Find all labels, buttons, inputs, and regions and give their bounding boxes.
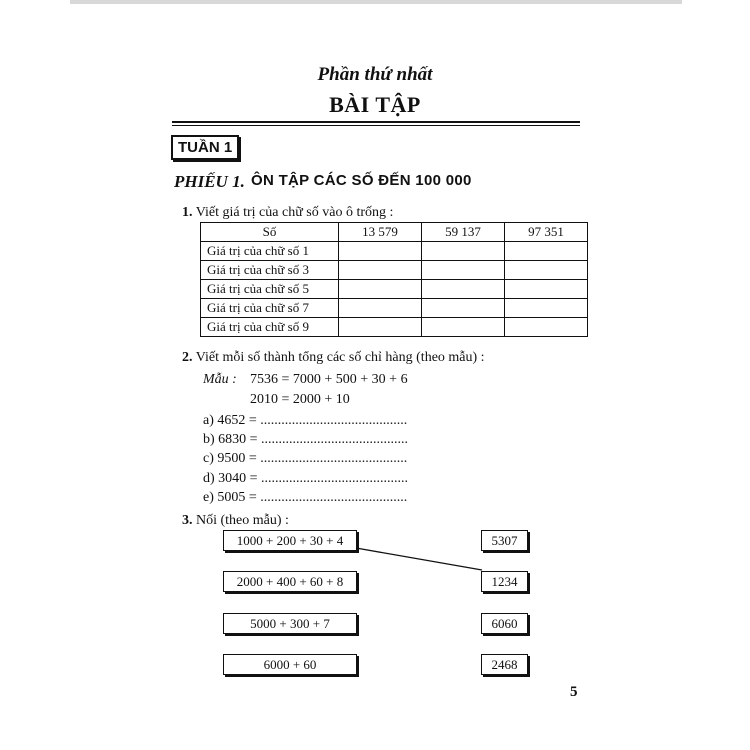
table-header-cell: Số <box>201 223 339 242</box>
sum-box[interactable]: 1000 + 200 + 30 + 4 <box>223 530 357 551</box>
number-box[interactable]: 2468 <box>481 654 528 675</box>
week-label: TUẦN 1 <box>171 135 239 160</box>
fill-in-item[interactable]: c) 9500 = .......................................... <box>203 451 408 466</box>
example-line: 7536 = 7000 + 500 + 30 + 6 <box>250 372 408 387</box>
question-number: 2. <box>182 350 193 365</box>
connector-line <box>356 548 482 570</box>
row-label: Giá trị của chữ số 3 <box>201 261 339 280</box>
row-label: Giá trị của chữ số 7 <box>201 299 339 318</box>
table-header-cell: 13 579 <box>339 223 422 242</box>
row-label: Giá trị của chữ số 9 <box>201 318 339 337</box>
sheet-title: ÔN TẬP CÁC SỐ ĐẾN 100 000 <box>251 172 472 189</box>
part-heading: Phần thứ nhất <box>317 64 433 85</box>
row-label: Giá trị của chữ số 1 <box>201 242 339 261</box>
question-text: Viết giá trị của chữ số vào ô trống : <box>195 205 394 220</box>
question-text: Viết mỗi số thành tổng các số chỉ hàng (theo mẫu) : <box>195 350 485 365</box>
row-label: Giá trị của chữ số 5 <box>201 280 339 299</box>
question-number: 3. <box>182 513 193 528</box>
fill-in-item[interactable]: d) 3040 = .......................................... <box>203 471 409 486</box>
fill-in-item[interactable]: e) 5005 = .......................................... <box>203 490 408 505</box>
question-text: Nối (theo mẫu) : <box>196 513 289 528</box>
table-header-cell: 97 351 <box>505 223 588 242</box>
example-label-text: Mẫu : <box>203 372 237 387</box>
sum-box[interactable]: 6000 + 60 <box>223 654 357 675</box>
sheet-label: PHIẾU 1. <box>174 172 245 191</box>
question-number: 1. <box>182 205 193 220</box>
fill-in-item[interactable]: b) 6830 = .......................................... <box>203 432 409 447</box>
page-number: 5 <box>570 684 578 700</box>
sum-box[interactable]: 5000 + 300 + 7 <box>223 613 357 634</box>
sum-box[interactable]: 2000 + 400 + 60 + 8 <box>223 571 357 592</box>
number-box[interactable]: 6060 <box>481 613 528 634</box>
number-box[interactable]: 5307 <box>481 530 528 551</box>
example-line: 2010 = 2000 + 10 <box>250 392 350 407</box>
fill-in-item[interactable]: a) 4652 = .......................................... <box>203 413 408 428</box>
page-title: BÀI TẬP <box>329 92 421 117</box>
table-header-cell: 59 137 <box>422 223 505 242</box>
number-box[interactable]: 1234 <box>481 571 528 592</box>
